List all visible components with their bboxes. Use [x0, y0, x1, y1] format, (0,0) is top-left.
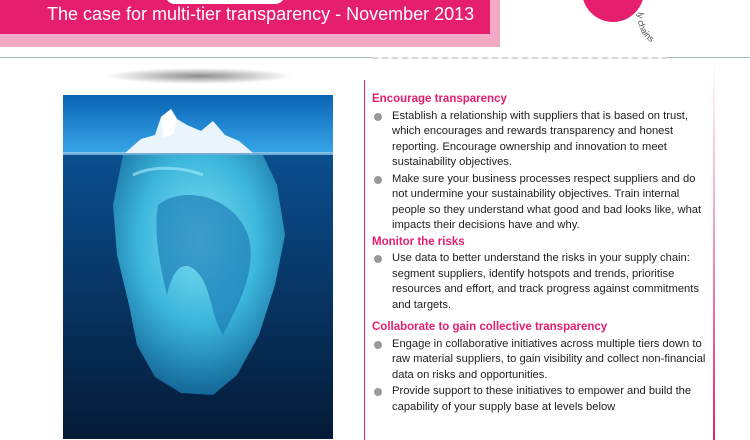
- bullet-list-encourage-transparency: [372, 109, 707, 234]
- bullet-list-monitor-risks: [372, 251, 707, 313]
- section-heading-encourage-transparency: Encourage transparency: [372, 93, 507, 105]
- document-subtitle: The case for multi-tier transparency - November 2013: [47, 4, 475, 24]
- bullet-icon: [374, 176, 382, 184]
- brand-logo-circle: [582, 0, 644, 22]
- list-item-text: Use data to better understand the risks in your supply chain: segment suppliers, identify hotspots and trends, prioritise resources and effort, and track progress against commitments and targets.: [392, 252, 699, 311]
- list-item-text: Make sure your business processes respect suppliers and do not undermine your sustainability objectives. Train internal people so they understand what good and bad looks like, what impacts their decisions have and why.: [392, 172, 702, 231]
- bullet-icon: [374, 341, 382, 349]
- bullet-icon: [374, 113, 382, 121]
- logo-arc-label: ly chains: [636, 11, 657, 45]
- list-item: [372, 172, 707, 234]
- list-item: [372, 384, 707, 415]
- top-rule-dashed: [372, 57, 667, 59]
- recommendations-column: [372, 92, 707, 416]
- list-item-text: Establish a relationship with suppliers that is based on trust, which encourages and rewards transparency and honest reporting. Encourage ownership and innovation to meet sustainability objectives.: [392, 109, 689, 168]
- list-item-text: Engage in collaborative initiatives across multiple tiers down to raw material suppliers, to gain visibility and collect non-financial data on risks and opportunities.: [392, 337, 706, 381]
- section-heading-collaborate: Collaborate to gain collective transparency: [372, 321, 608, 333]
- list-item-text: Provide support to these initiatives to empower and build the capability of your supply base at levels below: [392, 385, 692, 413]
- brand-logo-arc-text: [636, 6, 696, 52]
- column-divider: [364, 80, 365, 440]
- iceberg-photo: [63, 95, 333, 439]
- bullet-icon: [374, 255, 382, 263]
- header-banner: [0, 0, 490, 34]
- section-heading-monitor-risks: Monitor the risks: [372, 235, 465, 248]
- page-edge-accent: [713, 60, 715, 440]
- svg-text:ly chains: [636, 12, 656, 45]
- list-item: [372, 337, 707, 384]
- bullet-list-collaborate: [372, 337, 707, 416]
- image-shadow: [105, 68, 293, 84]
- bullet-icon: [374, 388, 382, 396]
- list-item: [372, 251, 707, 313]
- iceberg-illustration: [63, 95, 333, 439]
- list-item: [372, 109, 707, 171]
